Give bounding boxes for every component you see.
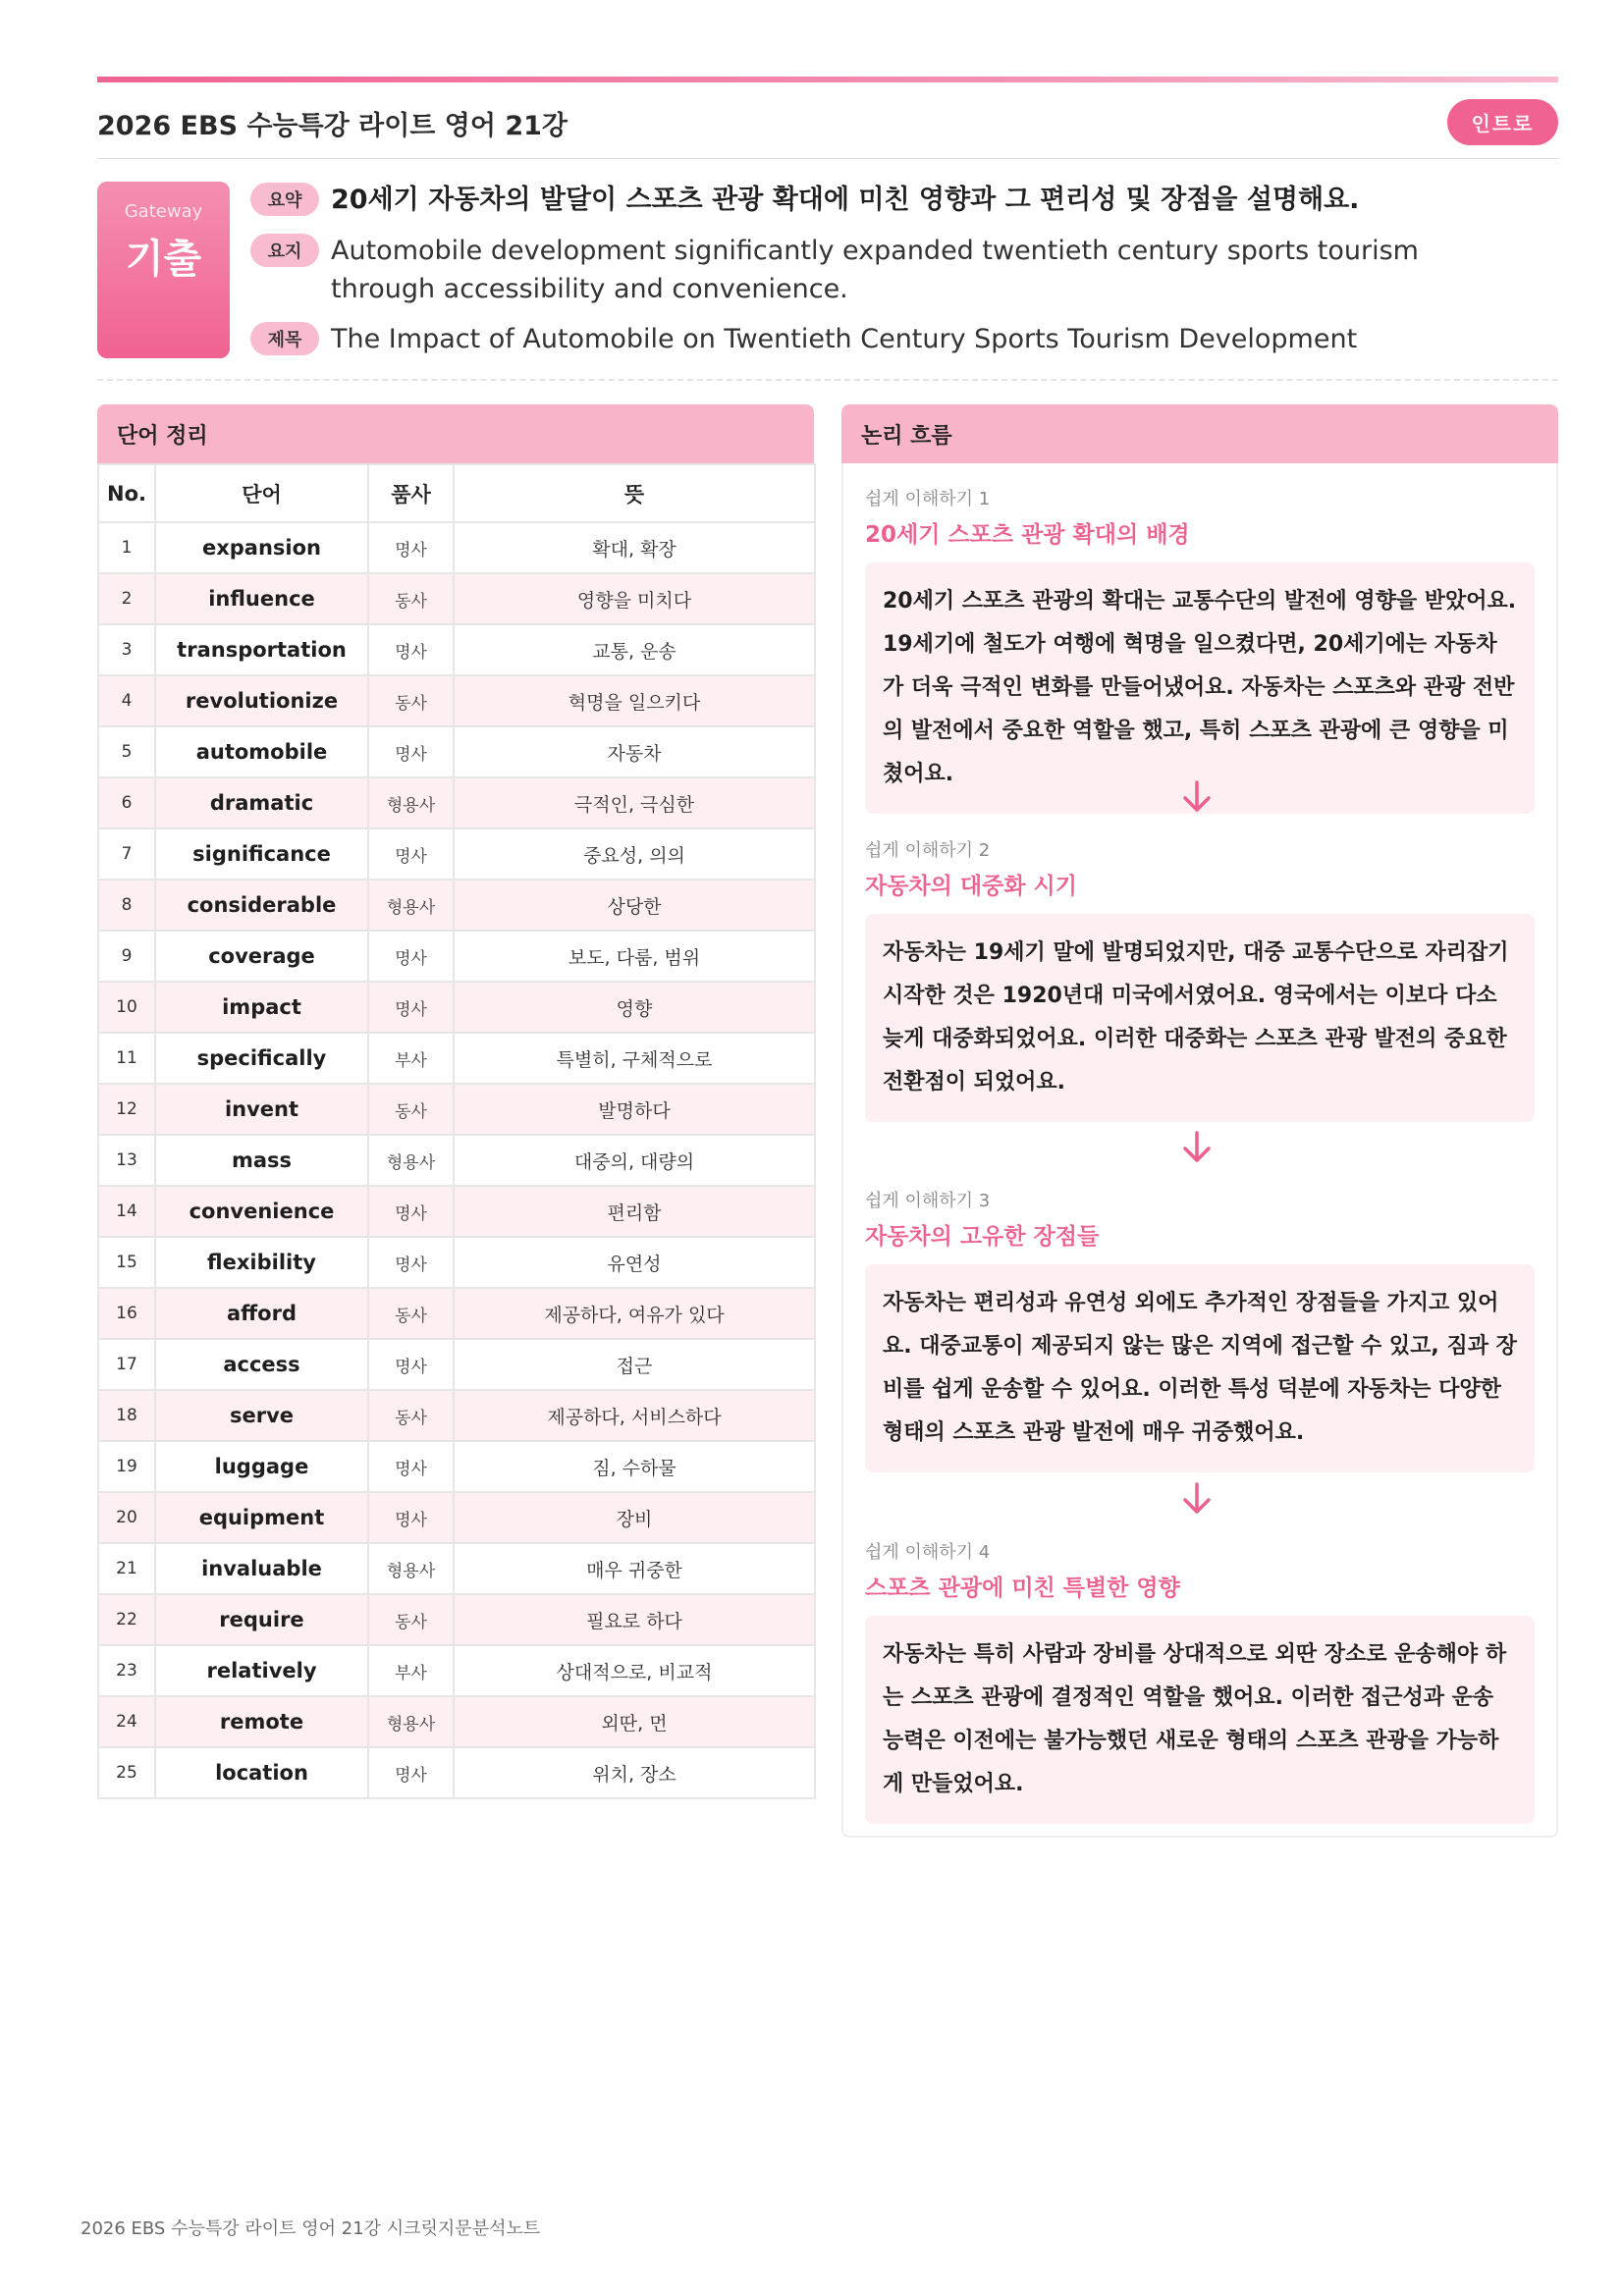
page-footer: 2026 EBS 수능특강 라이트 영어 21강 시크릿지문분석노트 — [81, 2218, 541, 2239]
vocab-word: influence — [155, 573, 368, 624]
vocab-row — [98, 1033, 815, 1084]
vocab-meaning: 확대, 확장 — [454, 522, 815, 573]
vocab-meaning: 혁명을 일으키다 — [454, 675, 815, 726]
header-divider — [97, 158, 1558, 159]
vocab-meaning: 필요로 하다 — [454, 1594, 815, 1645]
vocab-meaning: 보도, 다룸, 범위 — [454, 931, 815, 982]
flow-step-3 — [865, 1187, 1535, 1472]
vocab-row — [98, 1492, 815, 1543]
step-text: 자동차는 19세기 말에 발명되었지만, 대중 교통수단으로 자리잡기 시작한 것은 1920년대 미국에서였어요. 영국에서는 이보다 다소 늦게 대중화되었어요. 이러한 대중화는 스포츠 관광 발전의 중요한 전환점이 되었어요. — [865, 914, 1535, 1122]
step-title: 20세기 스포츠 관광 확대의 배경 — [865, 522, 1190, 548]
vocab-word: mass — [155, 1135, 368, 1186]
step-label: 쉽게 이해하기 4 — [865, 1542, 991, 1563]
vocab-pos: 명사 — [368, 522, 454, 573]
vocab-pos: 명사 — [368, 828, 454, 880]
title-text: The Impact of Automobile on Twentieth Century Sports Tourism Development — [331, 324, 1358, 354]
intro-button[interactable]: 인트로 — [1447, 99, 1558, 145]
flow-panel — [841, 404, 1558, 1838]
vocab-word: location — [155, 1747, 368, 1798]
step-label: 쉽게 이해하기 1 — [865, 489, 991, 509]
vocab-row — [98, 624, 815, 675]
vocab-word: revolutionize — [155, 675, 368, 726]
vocab-no: 13 — [98, 1135, 155, 1186]
page-title: 2026 EBS 수능특강 라이트 영어 21강 — [97, 111, 568, 141]
vocab-no: 25 — [98, 1747, 155, 1798]
vocab-no: 18 — [98, 1390, 155, 1441]
vocab-word: invaluable — [155, 1543, 368, 1594]
vocab-pos: 명사 — [368, 726, 454, 777]
vocab-word: relatively — [155, 1645, 368, 1696]
vocab-no: 9 — [98, 931, 155, 982]
col-header-word: 단어 — [155, 464, 368, 522]
gist-text: Automobile development significantly expanded twentieth century sports tourism through accessibility and convenience. — [331, 236, 1419, 304]
vocab-no: 1 — [98, 522, 155, 573]
vocab-word: serve — [155, 1390, 368, 1441]
vocab-row — [98, 573, 815, 624]
vocab-word: expansion — [155, 522, 368, 573]
col-header-no: No. — [98, 464, 155, 522]
vocab-meaning: 제공하다, 여유가 있다 — [454, 1288, 815, 1339]
title-row — [250, 320, 1519, 358]
vocab-pos: 형용사 — [368, 1543, 454, 1594]
vocab-row — [98, 1237, 815, 1288]
vocab-no: 23 — [98, 1645, 155, 1696]
vocab-no: 16 — [98, 1288, 155, 1339]
top-accent-bar — [97, 77, 1558, 82]
vocab-pos: 형용사 — [368, 880, 454, 931]
vocab-no: 3 — [98, 624, 155, 675]
vocab-word: flexibility — [155, 1237, 368, 1288]
vocab-no: 7 — [98, 828, 155, 880]
vocab-pos: 동사 — [368, 1084, 454, 1135]
vocab-row — [98, 880, 815, 931]
vocab-no: 4 — [98, 675, 155, 726]
title-pill: 제목 — [250, 322, 319, 355]
vocab-word: significance — [155, 828, 368, 880]
vocab-meaning: 매우 귀중한 — [454, 1543, 815, 1594]
vocab-word: access — [155, 1339, 368, 1390]
vocab-word: require — [155, 1594, 368, 1645]
vocab-panel — [97, 404, 814, 1799]
vocab-word: impact — [155, 982, 368, 1033]
vocab-meaning: 짐, 수하물 — [454, 1441, 815, 1492]
step-text: 20세기 스포츠 관광의 확대는 교통수단의 발전에 영향을 받았어요. 19세기에 철도가 여행에 혁명을 일으켰다면, 20세기에는 자동차가 더욱 극적인 변화를 만들어냈어요. 자동차는 스포츠와 관광 전반의 발전에서 중요한 역할을 했고, 특히 스포츠 관광에 큰 영향을 미쳤어요. — [865, 562, 1535, 814]
vocab-meaning: 자동차 — [454, 726, 815, 777]
vocab-row — [98, 522, 815, 573]
vocab-meaning: 제공하다, 서비스하다 — [454, 1390, 815, 1441]
vocab-row — [98, 1339, 815, 1390]
vocab-word: equipment — [155, 1492, 368, 1543]
vocab-row — [98, 1543, 815, 1594]
vocab-no: 24 — [98, 1696, 155, 1747]
vocab-word: remote — [155, 1696, 368, 1747]
arrow-down-icon — [1177, 1128, 1217, 1167]
vocab-word: automobile — [155, 726, 368, 777]
vocab-no: 6 — [98, 777, 155, 828]
vocab-word: dramatic — [155, 777, 368, 828]
gateway-label: Gateway — [124, 201, 203, 222]
vocab-pos: 부사 — [368, 1033, 454, 1084]
vocab-pos: 형용사 — [368, 1135, 454, 1186]
step-title: 자동차의 고유한 장점들 — [865, 1224, 1100, 1250]
vocab-pos: 명사 — [368, 982, 454, 1033]
vocab-row — [98, 931, 815, 982]
vocab-pos: 명사 — [368, 1339, 454, 1390]
vocab-row — [98, 777, 815, 828]
vocab-meaning: 특별히, 구체적으로 — [454, 1033, 815, 1084]
vocab-row — [98, 726, 815, 777]
vocab-panel-title: 단어 정리 — [97, 404, 814, 463]
vocab-no: 22 — [98, 1594, 155, 1645]
vocab-meaning: 접근 — [454, 1339, 815, 1390]
vocab-meaning: 영향을 미치다 — [454, 573, 815, 624]
vocab-meaning: 대중의, 대량의 — [454, 1135, 815, 1186]
vocab-no: 8 — [98, 880, 155, 931]
vocab-no: 20 — [98, 1492, 155, 1543]
flow-panel-title: 논리 흐름 — [841, 404, 1558, 463]
vocab-no: 5 — [98, 726, 155, 777]
vocab-pos: 동사 — [368, 675, 454, 726]
vocab-no: 12 — [98, 1084, 155, 1135]
vocab-row — [98, 1747, 815, 1798]
vocab-pos: 부사 — [368, 1645, 454, 1696]
vocab-no: 21 — [98, 1543, 155, 1594]
vocab-meaning: 영향 — [454, 982, 815, 1033]
arrow-down-icon — [1177, 777, 1217, 817]
vocab-meaning: 외딴, 먼 — [454, 1696, 815, 1747]
summary-row — [250, 181, 1519, 219]
vocab-pos: 명사 — [368, 624, 454, 675]
vocab-pos: 동사 — [368, 1594, 454, 1645]
vocab-pos: 동사 — [368, 573, 454, 624]
step-label: 쉽게 이해하기 3 — [865, 1191, 991, 1211]
vocab-row — [98, 1186, 815, 1237]
vocab-pos: 명사 — [368, 1441, 454, 1492]
vocab-pos: 동사 — [368, 1288, 454, 1339]
vocab-no: 14 — [98, 1186, 155, 1237]
vocab-word: convenience — [155, 1186, 368, 1237]
vocab-meaning: 위치, 장소 — [454, 1747, 815, 1798]
vocab-meaning: 발명하다 — [454, 1084, 815, 1135]
vocab-row — [98, 1390, 815, 1441]
step-title: 스포츠 관광에 미친 특별한 영향 — [865, 1575, 1180, 1601]
vocab-row — [98, 1084, 815, 1135]
vocab-word: afford — [155, 1288, 368, 1339]
vocab-row — [98, 1288, 815, 1339]
vocab-pos: 형용사 — [368, 1696, 454, 1747]
vocab-no: 10 — [98, 982, 155, 1033]
vocab-meaning: 상당한 — [454, 880, 815, 931]
vocab-word: transportation — [155, 624, 368, 675]
col-header-pos: 품사 — [368, 464, 454, 522]
vocab-row — [98, 828, 815, 880]
vocab-pos: 동사 — [368, 1390, 454, 1441]
vocab-no: 17 — [98, 1339, 155, 1390]
vocab-meaning: 교통, 운송 — [454, 624, 815, 675]
vocab-meaning: 편리함 — [454, 1186, 815, 1237]
vocab-row — [98, 1594, 815, 1645]
vocab-row — [98, 675, 815, 726]
vocab-row — [98, 982, 815, 1033]
summary-text: 20세기 자동차의 발달이 스포츠 관광 확대에 미친 영향과 그 편리성 및 장점을 설명해요. — [331, 185, 1360, 215]
vocab-no: 19 — [98, 1441, 155, 1492]
flow-step-2 — [865, 836, 1535, 1122]
vocab-table — [97, 463, 816, 1799]
vocab-meaning: 장비 — [454, 1492, 815, 1543]
step-label: 쉽게 이해하기 2 — [865, 840, 991, 861]
gist-row — [250, 232, 1519, 308]
gist-pill: 요지 — [250, 234, 319, 267]
arrow-down-icon — [1177, 1479, 1217, 1519]
vocab-word: coverage — [155, 931, 368, 982]
vocab-meaning: 중요성, 의의 — [454, 828, 815, 880]
vocab-word: considerable — [155, 880, 368, 931]
vocab-row — [98, 1135, 815, 1186]
flow-step-1 — [865, 485, 1535, 814]
vocab-no: 11 — [98, 1033, 155, 1084]
vocab-pos: 명사 — [368, 1492, 454, 1543]
vocab-pos: 명사 — [368, 931, 454, 982]
vocab-pos: 명사 — [368, 1747, 454, 1798]
vocab-pos: 명사 — [368, 1186, 454, 1237]
step-title: 자동차의 대중화 시기 — [865, 874, 1077, 899]
vocab-meaning: 극적인, 극심한 — [454, 777, 815, 828]
vocab-pos: 명사 — [368, 1237, 454, 1288]
vocab-pos: 형용사 — [368, 777, 454, 828]
vocab-word: invent — [155, 1084, 368, 1135]
summary-pill: 요약 — [250, 183, 319, 216]
vocab-word: luggage — [155, 1441, 368, 1492]
gateway-title: 기출 — [125, 237, 202, 282]
vocab-header-row — [98, 464, 815, 522]
flow-step-4 — [865, 1538, 1535, 1824]
vocab-row — [98, 1441, 815, 1492]
gateway-badge — [97, 182, 230, 358]
vocab-word: specifically — [155, 1033, 368, 1084]
col-header-meaning: 뜻 — [454, 464, 815, 522]
vocab-row — [98, 1645, 815, 1696]
step-text: 자동차는 특히 사람과 장비를 상대적으로 외딴 장소로 운송해야 하는 스포츠 관광에 결정적인 역할을 했어요. 이러한 접근성과 운송 능력은 이전에는 불가능했던 새로운 형태의 스포츠 관광을 가능하게 만들었어요. — [865, 1616, 1535, 1824]
summary-divider — [97, 379, 1558, 381]
vocab-no: 15 — [98, 1237, 155, 1288]
step-text: 자동차는 편리성과 유연성 외에도 추가적인 장점들을 가지고 있어요. 대중교통이 제공되지 않는 많은 지역에 접근할 수 있고, 짐과 장비를 쉽게 운송할 수 있어요. 이러한 특성 덕분에 자동차는 다양한 형태의 스포츠 관광 발전에 매우 귀중했어요. — [865, 1264, 1535, 1472]
vocab-meaning: 상대적으로, 비교적 — [454, 1645, 815, 1696]
vocab-no: 2 — [98, 573, 155, 624]
vocab-row — [98, 1696, 815, 1747]
vocab-meaning: 유연성 — [454, 1237, 815, 1288]
